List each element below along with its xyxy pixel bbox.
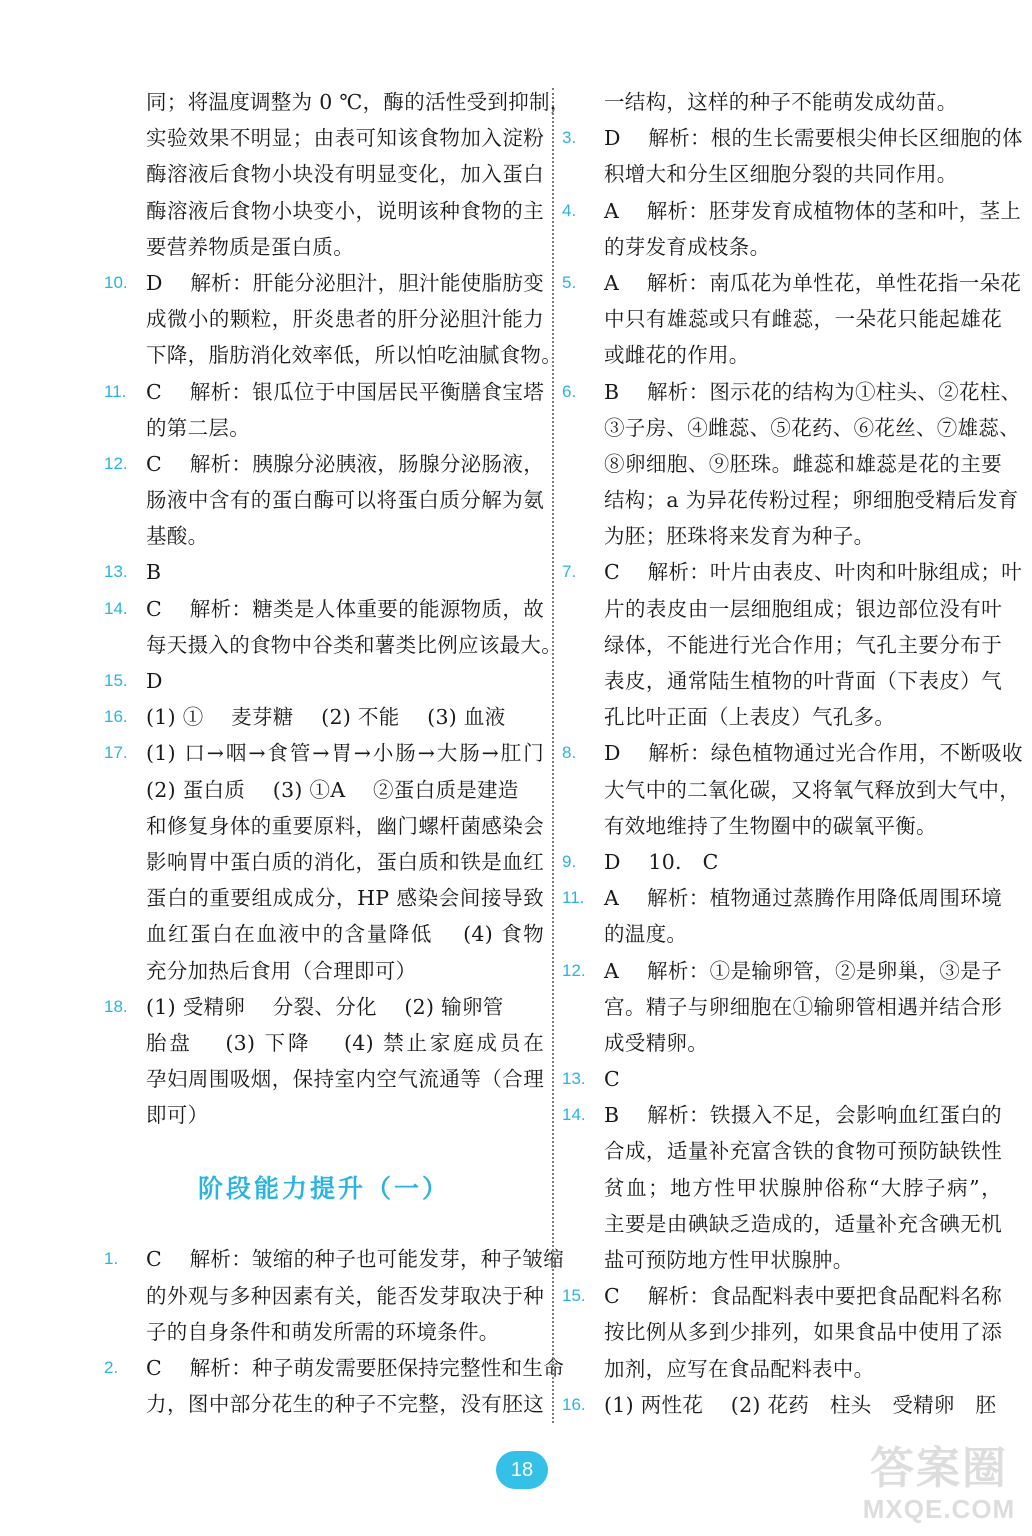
- answer-text-line: [562, 591, 1002, 627]
- answer-text: 合成，适量补充富含铁的食物可预防缺铁性: [604, 1139, 1002, 1164]
- answer-text-line: [562, 663, 1002, 699]
- answer-text: (1) ① 麦芽糖 (2) 不能 (3) 血液: [146, 705, 506, 730]
- answer-item-line: [104, 663, 544, 699]
- answer-text-line: [562, 482, 1019, 518]
- answer-text: 的外观与多种因素有关，能否发芽取决于种: [146, 1283, 544, 1308]
- answer-text: 胎盘 (3) 下降 (4) 禁止家庭成员在: [146, 1030, 544, 1055]
- answer-text: 表皮，通常陆生植物的叶背面（下表皮）气: [604, 669, 1002, 693]
- answer-text: 肠液中含有的蛋白酶可以将蛋白质分解为氨: [146, 488, 544, 513]
- answer-text: D 10. C: [604, 849, 719, 874]
- answer-text: C 解析：糖类是人体重要的能源物质，故: [146, 596, 544, 621]
- answer-text-line: [562, 446, 1002, 482]
- answer-text: C: [604, 1067, 620, 1092]
- answer-text: 主要是由碘缺乏造成的，适量补充含碘无机: [604, 1211, 1002, 1236]
- answer-text-line: [104, 337, 562, 373]
- answer-item-line: [562, 1278, 1002, 1314]
- answer-text-line: [562, 1133, 1002, 1169]
- answer-text-line: [104, 772, 544, 808]
- answer-text: 孕妇周围吸烟，保持室内空气流通等（合理: [146, 1067, 544, 1092]
- answer-text-line: [104, 84, 571, 120]
- answer-text-line: [562, 699, 1002, 735]
- answer-text: 要营养物质是蛋白质。: [146, 234, 354, 259]
- answer-text-line: [104, 1314, 544, 1350]
- answer-text: 成微小的颗粒，肝炎患者的肝分泌胆汁能力: [146, 307, 544, 332]
- answer-item-line: [562, 1097, 1002, 1133]
- answer-text: 和修复身体的重要原料，幽门螺杆菌感染会: [146, 813, 544, 838]
- question-number: 12.: [104, 453, 128, 473]
- answer-text: 的芽发育成枝条。: [604, 234, 771, 259]
- answer-item-line: [562, 844, 1002, 880]
- answer-text-line: [562, 989, 1002, 1025]
- question-number: 11.: [104, 381, 127, 401]
- answer-text: B: [146, 560, 162, 585]
- question-number: 7.: [562, 562, 577, 582]
- answer-text: ③子房、④雌蕊、⑤花药、⑥花丝、⑦雄蕊、: [604, 415, 1020, 440]
- answer-text: 或雌花的作用。: [604, 343, 750, 368]
- question-number: 5.: [562, 272, 577, 292]
- answer-item-line: [104, 374, 544, 410]
- answer-text-line: [104, 482, 544, 518]
- answer-text: D 解析：绿色植物通过光合作用，不断吸收: [604, 741, 1023, 766]
- answer-text-line: [104, 627, 562, 663]
- answer-text: 积增大和分生区细胞分裂的共同作用。: [604, 162, 958, 187]
- answer-text: A 解析：①是输卵管，②是卵巢，③是子: [604, 958, 1002, 983]
- question-number: 3.: [562, 128, 577, 148]
- question-number: 8.: [562, 743, 577, 763]
- question-number: 15.: [562, 1286, 586, 1306]
- answer-item-line: [562, 880, 1002, 916]
- answer-text-line: [562, 84, 1002, 120]
- answer-text: C 解析：银瓜位于中国居民平衡膳食宝塔: [146, 379, 544, 404]
- answer-text-line: [104, 953, 544, 989]
- answer-text: 为胚；胚珠将来发育为种子。: [604, 524, 875, 549]
- answer-text-line: [104, 808, 544, 844]
- answer-text-line: [562, 916, 1002, 952]
- answer-text-line: [562, 229, 1002, 265]
- answer-text: A 解析：南瓜花为单性花，单性花指一朵花: [604, 270, 1022, 295]
- answer-item-line: [104, 699, 544, 735]
- watermark-url: MXQE.COM: [862, 1494, 1016, 1524]
- answer-text-line: [562, 1314, 1002, 1350]
- answer-text-line: [104, 193, 544, 229]
- question-number: 11.: [562, 888, 585, 908]
- answer-item-line: [562, 265, 1022, 301]
- answer-item-line: [562, 120, 1023, 156]
- answer-text: D: [146, 669, 163, 693]
- answer-text: D 解析：根的生长需要根尖伸长区细胞的体: [604, 126, 1023, 151]
- answer-text: A 解析：植物通过蒸腾作用降低周围环境: [604, 886, 1002, 911]
- answer-text-line: [562, 627, 1002, 663]
- answer-text: 即可）: [146, 1103, 209, 1128]
- answer-text: B 解析：图示花的结构为①柱头、②花柱、: [604, 379, 1022, 404]
- answer-text: (1) 两性花 (2) 花药 柱头 受精卵 胚: [604, 1392, 997, 1417]
- question-number: 16.: [104, 707, 128, 727]
- answer-text-line: [104, 1278, 544, 1314]
- answer-text: 孔比叶正面（上表皮）气孔多。: [604, 705, 896, 730]
- answer-text-line: [104, 916, 544, 952]
- answer-text: 大气中的二氧化碳，又将氧气释放到大气中，: [604, 777, 1020, 802]
- answer-text-line: [104, 301, 544, 337]
- answer-text: (2) 蛋白质 (3) ①A ②蛋白质是建造: [146, 777, 519, 802]
- answer-text-line: [562, 1206, 1002, 1242]
- answer-text-line: [104, 1061, 544, 1097]
- answer-text: 影响胃中蛋白质的消化，蛋白质和铁是血红: [146, 849, 544, 874]
- answer-text: 一结构，这样的种子不能萌发成幼苗。: [604, 90, 958, 114]
- question-number: 16.: [562, 1394, 586, 1414]
- answer-text-line: [104, 518, 544, 554]
- section-heading: 阶段能力提升（一）: [197, 1174, 450, 1204]
- answer-item-line: [562, 554, 1023, 590]
- answer-text-line: [104, 410, 544, 446]
- answer-text: 按比例从多到少排列，如果食品中使用了添: [604, 1320, 1002, 1345]
- left-column: [104, 84, 571, 1422]
- answer-item-line: [104, 554, 544, 590]
- question-number: 15.: [104, 671, 128, 690]
- answer-text-line: [562, 410, 1020, 446]
- answer-text-line: [562, 1351, 1002, 1387]
- answer-item-line: [562, 953, 1002, 989]
- answer-text: B 解析：铁摄入不足，会影响血红蛋白的: [604, 1103, 1002, 1128]
- answer-text: 实验效果不明显；由表可知该食物加入淀粉: [146, 126, 544, 151]
- answer-text: 基酸。: [146, 524, 209, 549]
- answer-text-line: [104, 880, 544, 916]
- question-number: 4.: [562, 200, 577, 220]
- answer-text-line: [104, 1025, 544, 1061]
- answer-item-line: [562, 1061, 1002, 1097]
- answer-text: 同；将温度调整为 0 ℃，酶的活性受到抑制，: [146, 90, 571, 114]
- answer-text: 血红蛋白在血液中的含量降低 (4) 食物: [146, 922, 544, 947]
- answer-text: 盐可预防地方性甲状腺肿。: [604, 1248, 854, 1272]
- answer-text: C 解析：种子萌发需要胚保持完整性和生命: [146, 1356, 565, 1380]
- answer-text: 加剂，应写在食品配料表中。: [604, 1356, 875, 1381]
- answer-text-line: [562, 1170, 1002, 1206]
- answer-item-line: [104, 446, 544, 482]
- answer-text-line: [104, 156, 544, 192]
- question-number: 13.: [104, 562, 128, 582]
- answer-text: 蛋白的重要组成成分，HP 感染会间接导致: [146, 886, 544, 911]
- answer-item-line: [104, 735, 544, 771]
- answer-text: 贫血；地方性甲状腺肿俗称“大脖子病”，: [604, 1175, 1002, 1200]
- page-number-badge: [496, 1451, 548, 1489]
- question-number: 2.: [104, 1358, 119, 1377]
- watermark: [854, 1444, 1024, 1532]
- answer-text: 绿体，不能进行光合作用；气孔主要分布于: [604, 632, 1002, 657]
- answer-item-line: [562, 735, 1023, 771]
- answer-text: (1) 口→咽→食管→胃→小肠→大肠→肛门: [146, 741, 544, 766]
- answer-text: 的温度。: [604, 922, 688, 947]
- question-number: 12.: [562, 960, 586, 980]
- answer-text-line: [562, 1242, 1002, 1278]
- answer-item-line: [104, 1350, 565, 1386]
- answer-text: 的第二层。: [146, 415, 250, 440]
- answer-text: 有效地维持了生物圈中的碳氧平衡。: [604, 813, 937, 838]
- question-number: 9.: [562, 851, 577, 871]
- answer-text: A 解析：胚芽发育成植物体的茎和叶，茎上: [604, 198, 1022, 223]
- answer-text: 子的自身条件和萌发所需的环境条件。: [146, 1319, 500, 1344]
- question-number: 17.: [104, 743, 128, 763]
- question-number: 13.: [562, 1069, 586, 1089]
- answer-text: 宫。精子与卵细胞在①输卵管相遇并结合形: [604, 994, 1002, 1019]
- answer-item-line: [562, 374, 1022, 410]
- answer-text-line: [104, 1386, 544, 1422]
- answer-item-line: [104, 591, 544, 627]
- answer-text: 片的表皮由一层细胞组成；银边部位没有叶: [604, 596, 1002, 621]
- answer-text-line: [562, 1025, 1002, 1061]
- question-number: 10.: [104, 272, 128, 292]
- answer-text: 下降，脂肪消化效率低，所以怕吃油腻食物。: [146, 343, 562, 368]
- question-number: 1.: [104, 1249, 119, 1269]
- answer-text: 充分加热后食用（合理即可）: [146, 958, 417, 983]
- watermark-logo: 答案圈: [870, 1443, 1008, 1494]
- answer-text: (1) 受精卵 分裂、分化 (2) 输卵管: [146, 994, 504, 1019]
- answer-text: 酶溶液后食物小块变小，说明该种食物的主: [146, 198, 544, 223]
- question-number: 18.: [104, 996, 128, 1016]
- answer-text-line: [104, 120, 544, 156]
- answer-text-line: [104, 229, 544, 265]
- answer-item-line: [562, 193, 1022, 229]
- question-number: 14.: [562, 1105, 586, 1125]
- answer-text: 结构；a 为异花传粉过程；卵细胞受精后发育: [604, 488, 1019, 513]
- answer-text-line: [562, 337, 1002, 373]
- answer-text: 力，图中部分花生的种子不完整，没有胚这: [146, 1392, 544, 1417]
- answer-text: ⑧卵细胞、⑨胚珠。雌蕊和雄蕊是花的主要: [604, 451, 1002, 476]
- answer-text: D 解析：肝能分泌胆汁，胆汁能使脂肪变: [146, 270, 544, 295]
- page-number: 18: [510, 1459, 534, 1481]
- answer-text-line: [562, 772, 1020, 808]
- answer-text-line: [562, 518, 1002, 554]
- answer-text: C 解析：皱缩的种子也可能发芽，种子皱缩: [146, 1247, 565, 1272]
- right-column: [562, 84, 1023, 1423]
- answer-text: 酶溶液后食物小块没有明显变化，加入蛋白: [146, 162, 544, 187]
- answer-item-line: [104, 1241, 565, 1277]
- answer-text-line: [562, 808, 1002, 844]
- answer-text: 中只有雄蕊或只有雌蕊，一朵花只能起雄花: [604, 307, 1002, 332]
- question-number: 14.: [104, 598, 128, 618]
- answer-item-line: [104, 989, 544, 1025]
- answer-text: 每天摄入的食物中谷类和薯类比例应该最大。: [146, 632, 562, 657]
- question-number: 6.: [562, 381, 577, 401]
- answer-text-line: [104, 844, 544, 880]
- column-divider: [552, 88, 554, 1423]
- answer-text-line: [562, 301, 1002, 337]
- answer-item-line: [562, 1387, 1002, 1423]
- answer-text-line: [562, 156, 1002, 192]
- answer-text: C 解析：叶片由表皮、叶肉和叶脉组成；叶: [604, 560, 1023, 585]
- answer-text: C 解析：胰腺分泌胰液，肠腺分泌肠液，: [146, 451, 544, 476]
- answer-item-line: [104, 265, 544, 301]
- answer-text: 成受精卵。: [604, 1030, 708, 1055]
- section-heading-wrapper: [104, 1133, 544, 1241]
- answer-text: C 解析：食品配料表中要把食品配料名称: [604, 1284, 1002, 1309]
- answer-text-line: [104, 1097, 544, 1133]
